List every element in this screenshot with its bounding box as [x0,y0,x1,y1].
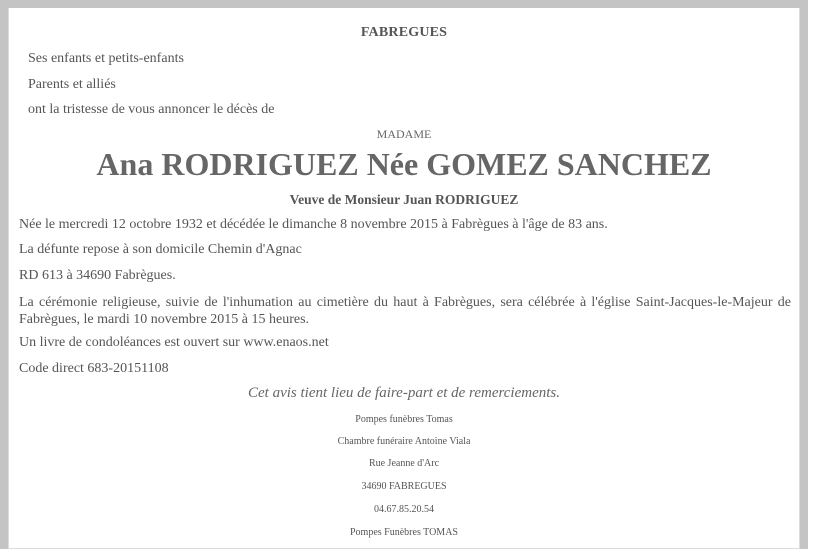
deceased-name: Ana RODRIGUEZ Née GOMEZ SANCHEZ [96,146,712,182]
condolence-book-line: Un livre de condoléances est ouvert sur www.enaos.net [19,335,329,350]
birth-death-line: Née le mercredi 12 octobre 1932 et décédée le dimanche 8 novembre 2015 à Fabrègues à l'âge de 83 ans. [19,217,608,232]
intro-line-children: Ses enfants et petits-enfants [28,51,184,66]
footer-phone: 04.67.85.20.54 [374,504,434,515]
town-heading: FABREGUES [360,25,448,40]
footer-funeral-chamber: Chambre funéraire Antoine Viala [337,436,471,447]
footer-funeral-home: Pompes funèbres Tomas [355,414,453,425]
footer-street: Rue Jeanne d'Arc [368,458,440,469]
ceremony-paragraph: La cérémonie religieuse, suivie de l'inhumation au cimetière du haut à Fabrègues, sera célébrée à l'église Saint-Jacques-le-Majeur de Fabrègues, le mardi 10 novembre 2015 à 15 heures. [19,295,791,327]
closing-note: Cet avis tient lieu de faire-part et de remerciements. [248,385,560,401]
direct-code-line: Code direct 683-20151108 [19,361,169,376]
footer-signature: Pompes Funèbres TOMAS [350,527,458,538]
resting-place-line: La défunte repose à son domicile Chemin d'Agnac [19,242,302,257]
widow-of-line: Veuve de Monsieur Juan RODRIGUEZ [289,192,519,207]
address-line: RD 613 à 34690 Fabrègues. [19,268,176,283]
intro-line-relatives: Parents et alliés [28,77,116,92]
footer-city: 34690 FABREGUES [361,481,447,492]
intro-line-announcement: ont la tristesse de vous annoncer le décès de [28,102,275,117]
title-prefix: MADAME [376,127,432,141]
